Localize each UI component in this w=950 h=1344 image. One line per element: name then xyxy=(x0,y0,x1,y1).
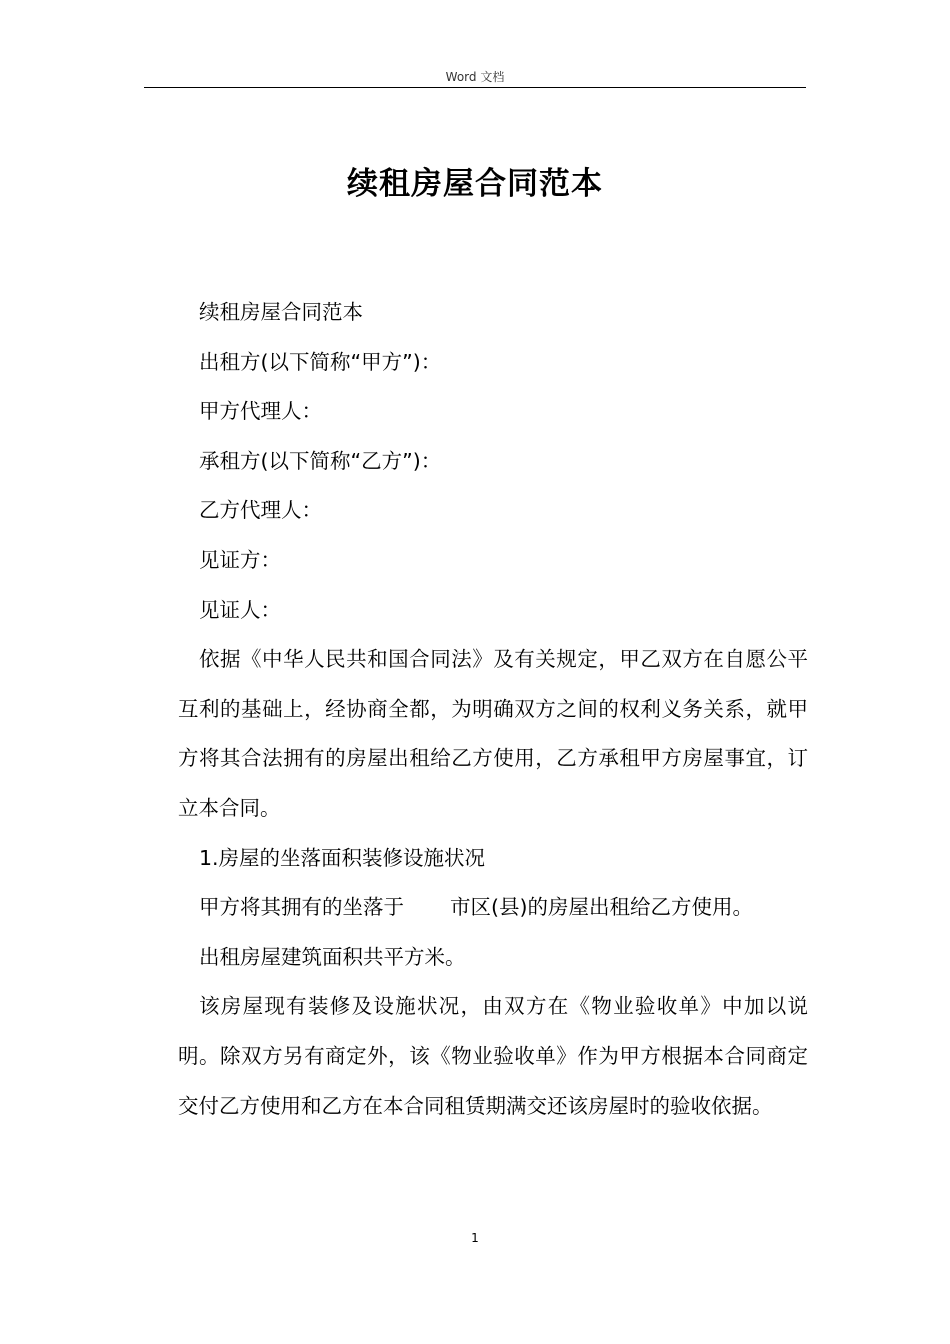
paragraph-witness-person: 见证人： xyxy=(199,597,281,622)
header-divider xyxy=(144,87,806,88)
document-title: 续租房屋合同范本 xyxy=(347,166,603,202)
paragraph-preamble: 依据《中华人民共和国合同法》及有关规定，甲乙双方在自愿公平互利的基础上，经协商全都，为明确双方之间的权利义务关系，就甲方将其合法拥有的房屋出租给乙方使用，乙方承租甲方房屋事宜，订立本合同。 xyxy=(178,647,808,820)
page-header: Word 文档 xyxy=(445,70,505,84)
location-text-before: 甲方将其拥有的坐落于 xyxy=(199,895,404,920)
paragraph-lessor: 出租方(以下简称“甲方”)： xyxy=(199,349,442,374)
paragraph-subtitle: 续租房屋合同范本 xyxy=(199,300,363,324)
paragraph-witness-party: 见证方： xyxy=(199,547,281,572)
paragraph-lessor-agent: 甲方代理人： xyxy=(199,399,322,424)
section-heading-1: 1.房屋的坐落面积装修设施状况 xyxy=(199,845,486,870)
paragraph-lessee-agent: 乙方代理人： xyxy=(199,498,322,523)
document-body xyxy=(178,288,808,1131)
page-number: 1 xyxy=(471,1231,479,1245)
paragraph-location xyxy=(178,883,808,933)
paragraph-lessee: 承租方(以下简称“乙方”)： xyxy=(199,448,442,473)
location-text-after: 市区(县)的房屋出租给乙方使用。 xyxy=(450,895,753,920)
paragraph-inspection: 该房屋现有装修及设施状况，由双方在《物业验收单》中加以说明。除双方另有商定外，该《物业验收单》作为甲方根据本合同商定交付乙方使用和乙方在本合同租赁期满交还该房屋时的验收依据。 xyxy=(178,994,808,1118)
paragraph-area: 出租房屋建筑面积共平方米。 xyxy=(199,944,466,969)
